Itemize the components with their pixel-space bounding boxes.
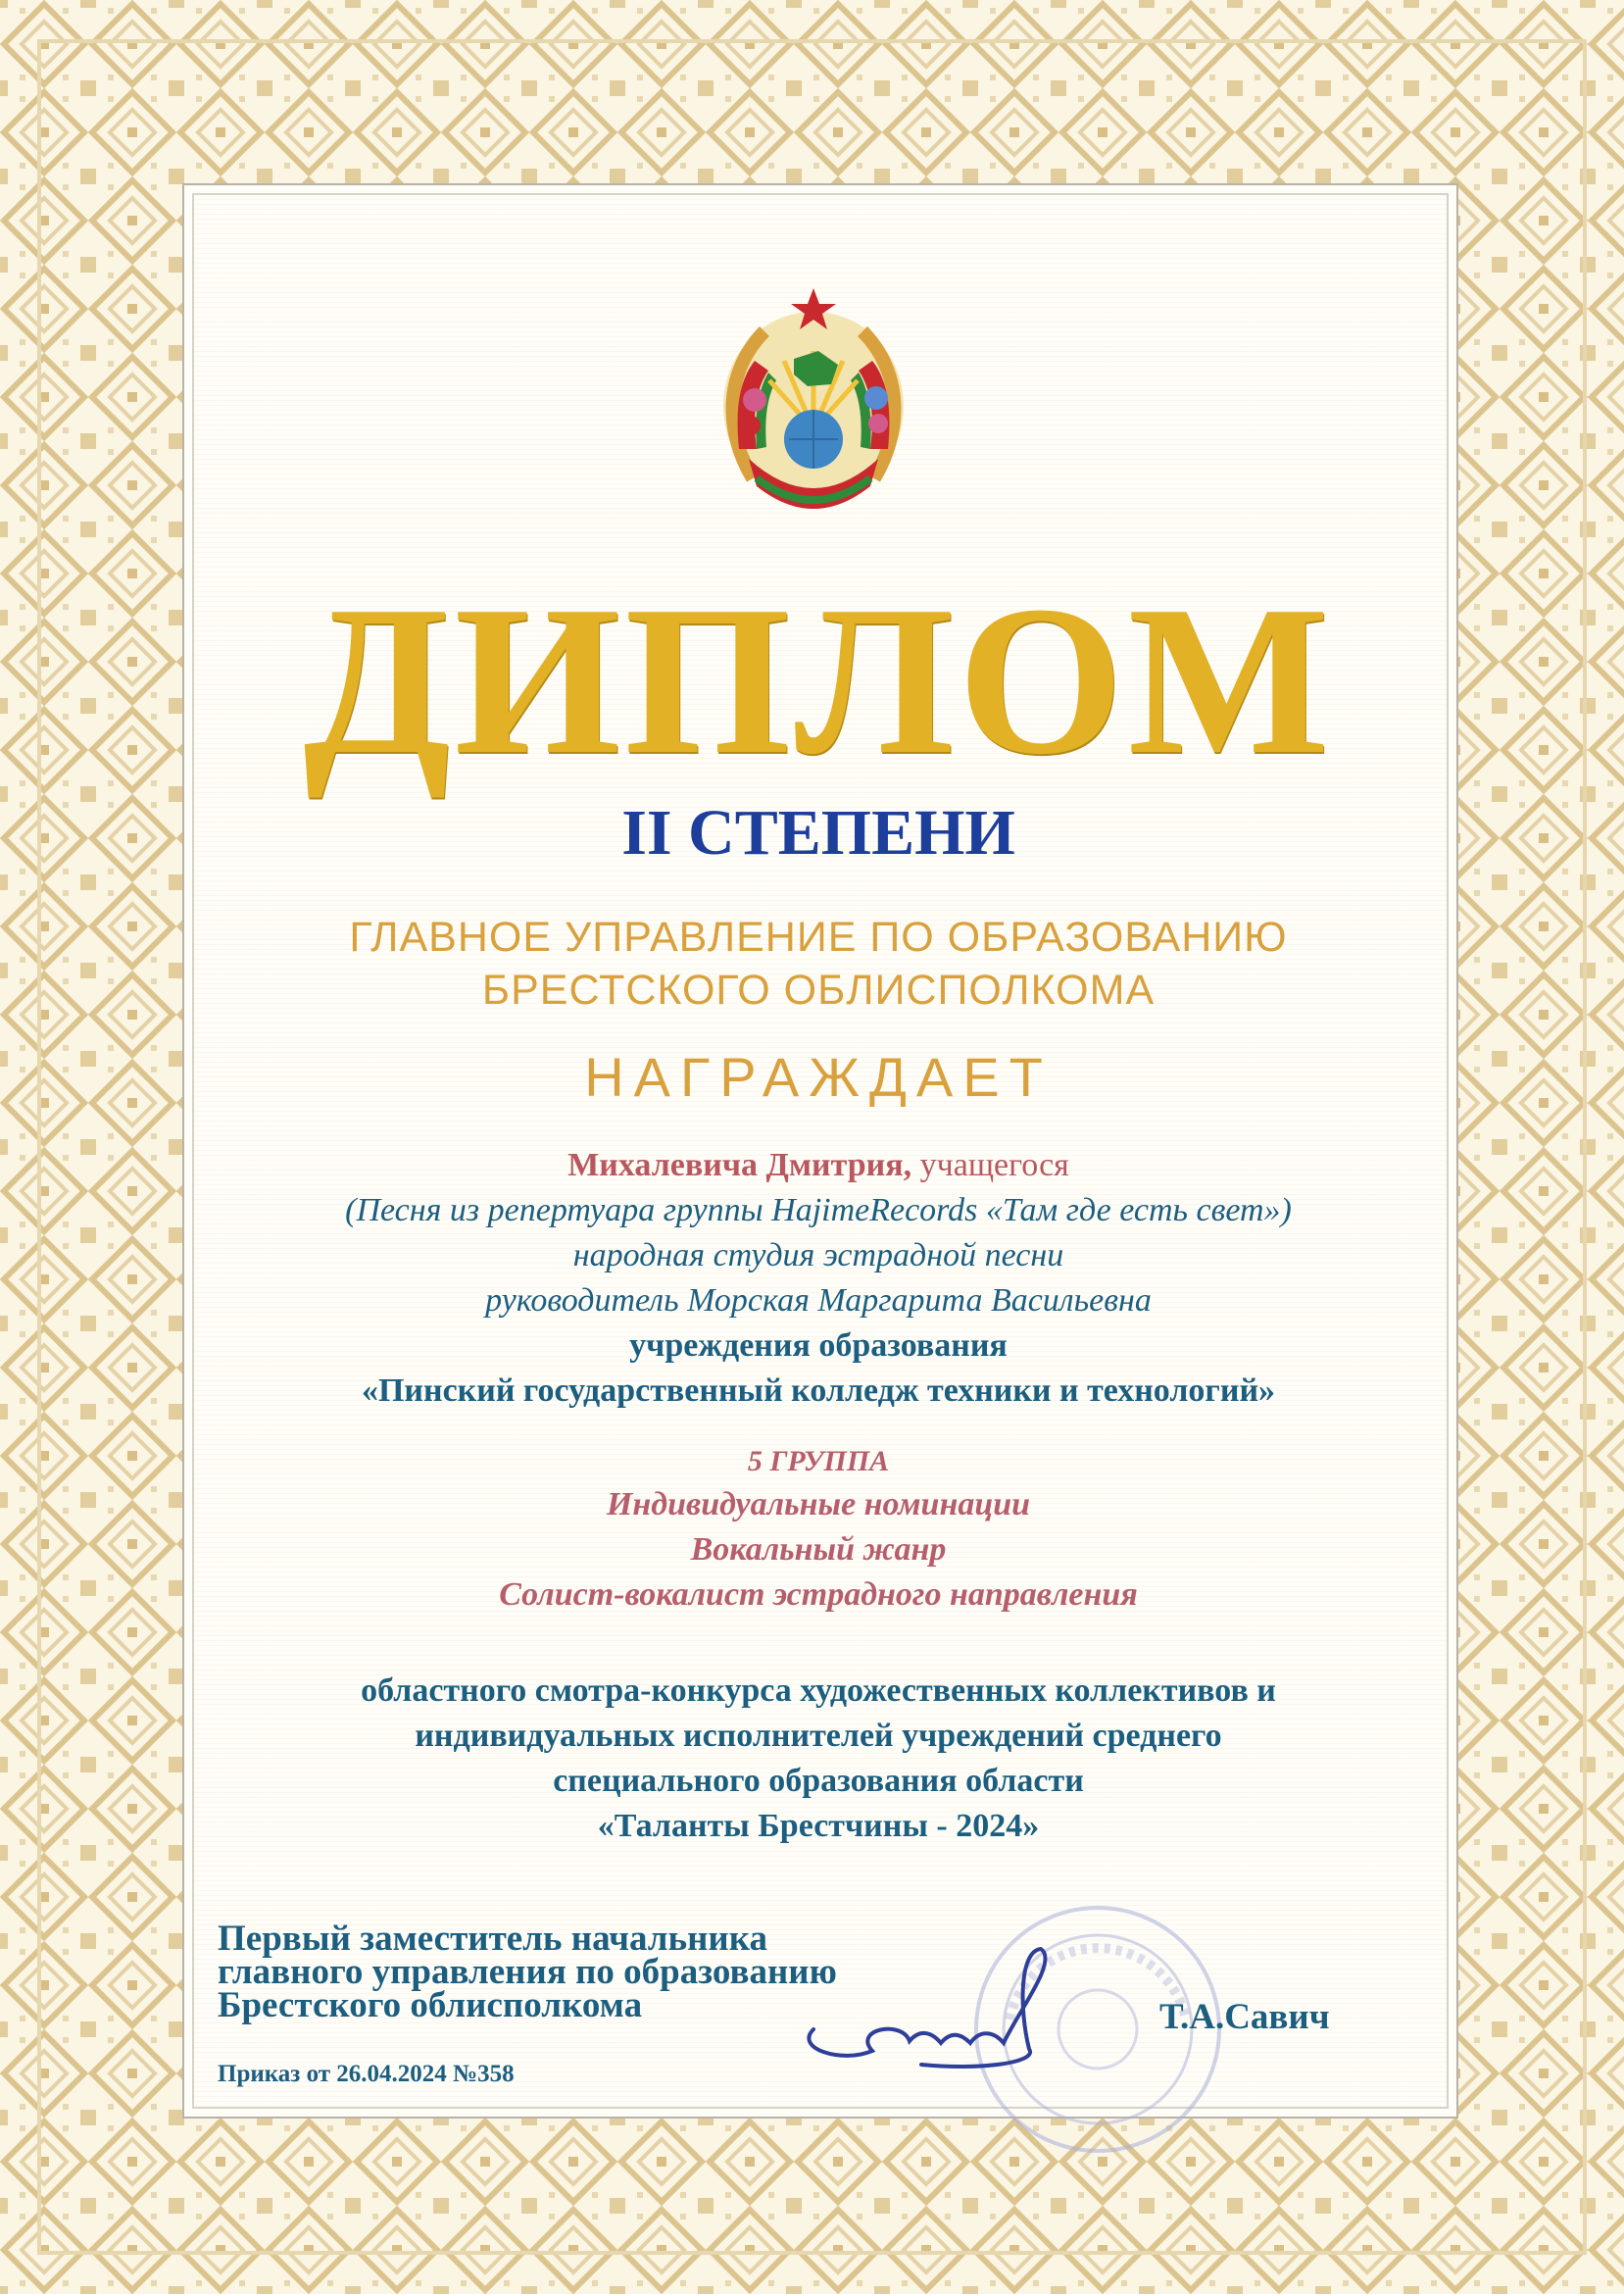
nomination-group: 5 ГРУППА bbox=[747, 1445, 890, 1477]
recipient-name: Михалевича Дмитрия, bbox=[567, 1147, 912, 1183]
recipient-line bbox=[182, 1145, 1454, 1186]
organization-line-1: ГЛАВНОЕ УПРАВЛЕНИЕ ПО ОБРАЗОВАНИЮ bbox=[349, 914, 1288, 961]
nomination-category: Индивидуальные номинации bbox=[606, 1486, 1031, 1522]
recipient-studio: народная студия эстрадной песни bbox=[572, 1237, 1064, 1273]
awards-heading: НАГРАЖДАЕТ bbox=[584, 1046, 1053, 1108]
recipient-leader: руководитель Морская Маргарита Васильевна bbox=[485, 1282, 1152, 1319]
signatory-position-line-1: Первый заместитель начальника bbox=[218, 1919, 767, 1959]
diploma-title: ДИПЛОМ bbox=[303, 563, 1334, 799]
order-reference: Приказ от 26.04.2024 №358 bbox=[218, 2061, 515, 2087]
belarus-state-emblem-icon bbox=[696, 282, 931, 518]
institution-name: «Пинский государственный колледж техники и технологий» bbox=[361, 1372, 1276, 1409]
recipient-role: учащегося bbox=[911, 1147, 1069, 1183]
signatory-name: Т.А.Савич bbox=[1159, 1997, 1330, 2037]
contest-line-1: областного смотра-конкурса художественных коллективов и bbox=[361, 1672, 1276, 1709]
nomination-title: Солист-вокалист эстрадного направления bbox=[499, 1576, 1138, 1613]
contest-line-2: индивидуальных исполнителей учреждений среднего bbox=[415, 1718, 1222, 1754]
recipient-song: (Песня из репертуара группы HajimeRecords «Там где есть свет») bbox=[345, 1192, 1292, 1228]
signatory-position-line-2: главного управления по образованию bbox=[218, 1952, 837, 1992]
contest-line-4: «Таланты Брестчины - 2024» bbox=[597, 1808, 1040, 1844]
organization-line-2: БРЕСТСКОГО ОБЛИСПОЛКОМА bbox=[481, 967, 1156, 1014]
nomination-genre: Вокальный жанр bbox=[690, 1531, 947, 1568]
contest-line-3: специального образования области bbox=[553, 1763, 1084, 1799]
signatory-position-line-3: Брестского облисполкома bbox=[218, 1985, 643, 2025]
institution-label: учреждения образования bbox=[629, 1327, 1008, 1364]
diploma-degree: II СТЕПЕНИ bbox=[621, 797, 1015, 869]
